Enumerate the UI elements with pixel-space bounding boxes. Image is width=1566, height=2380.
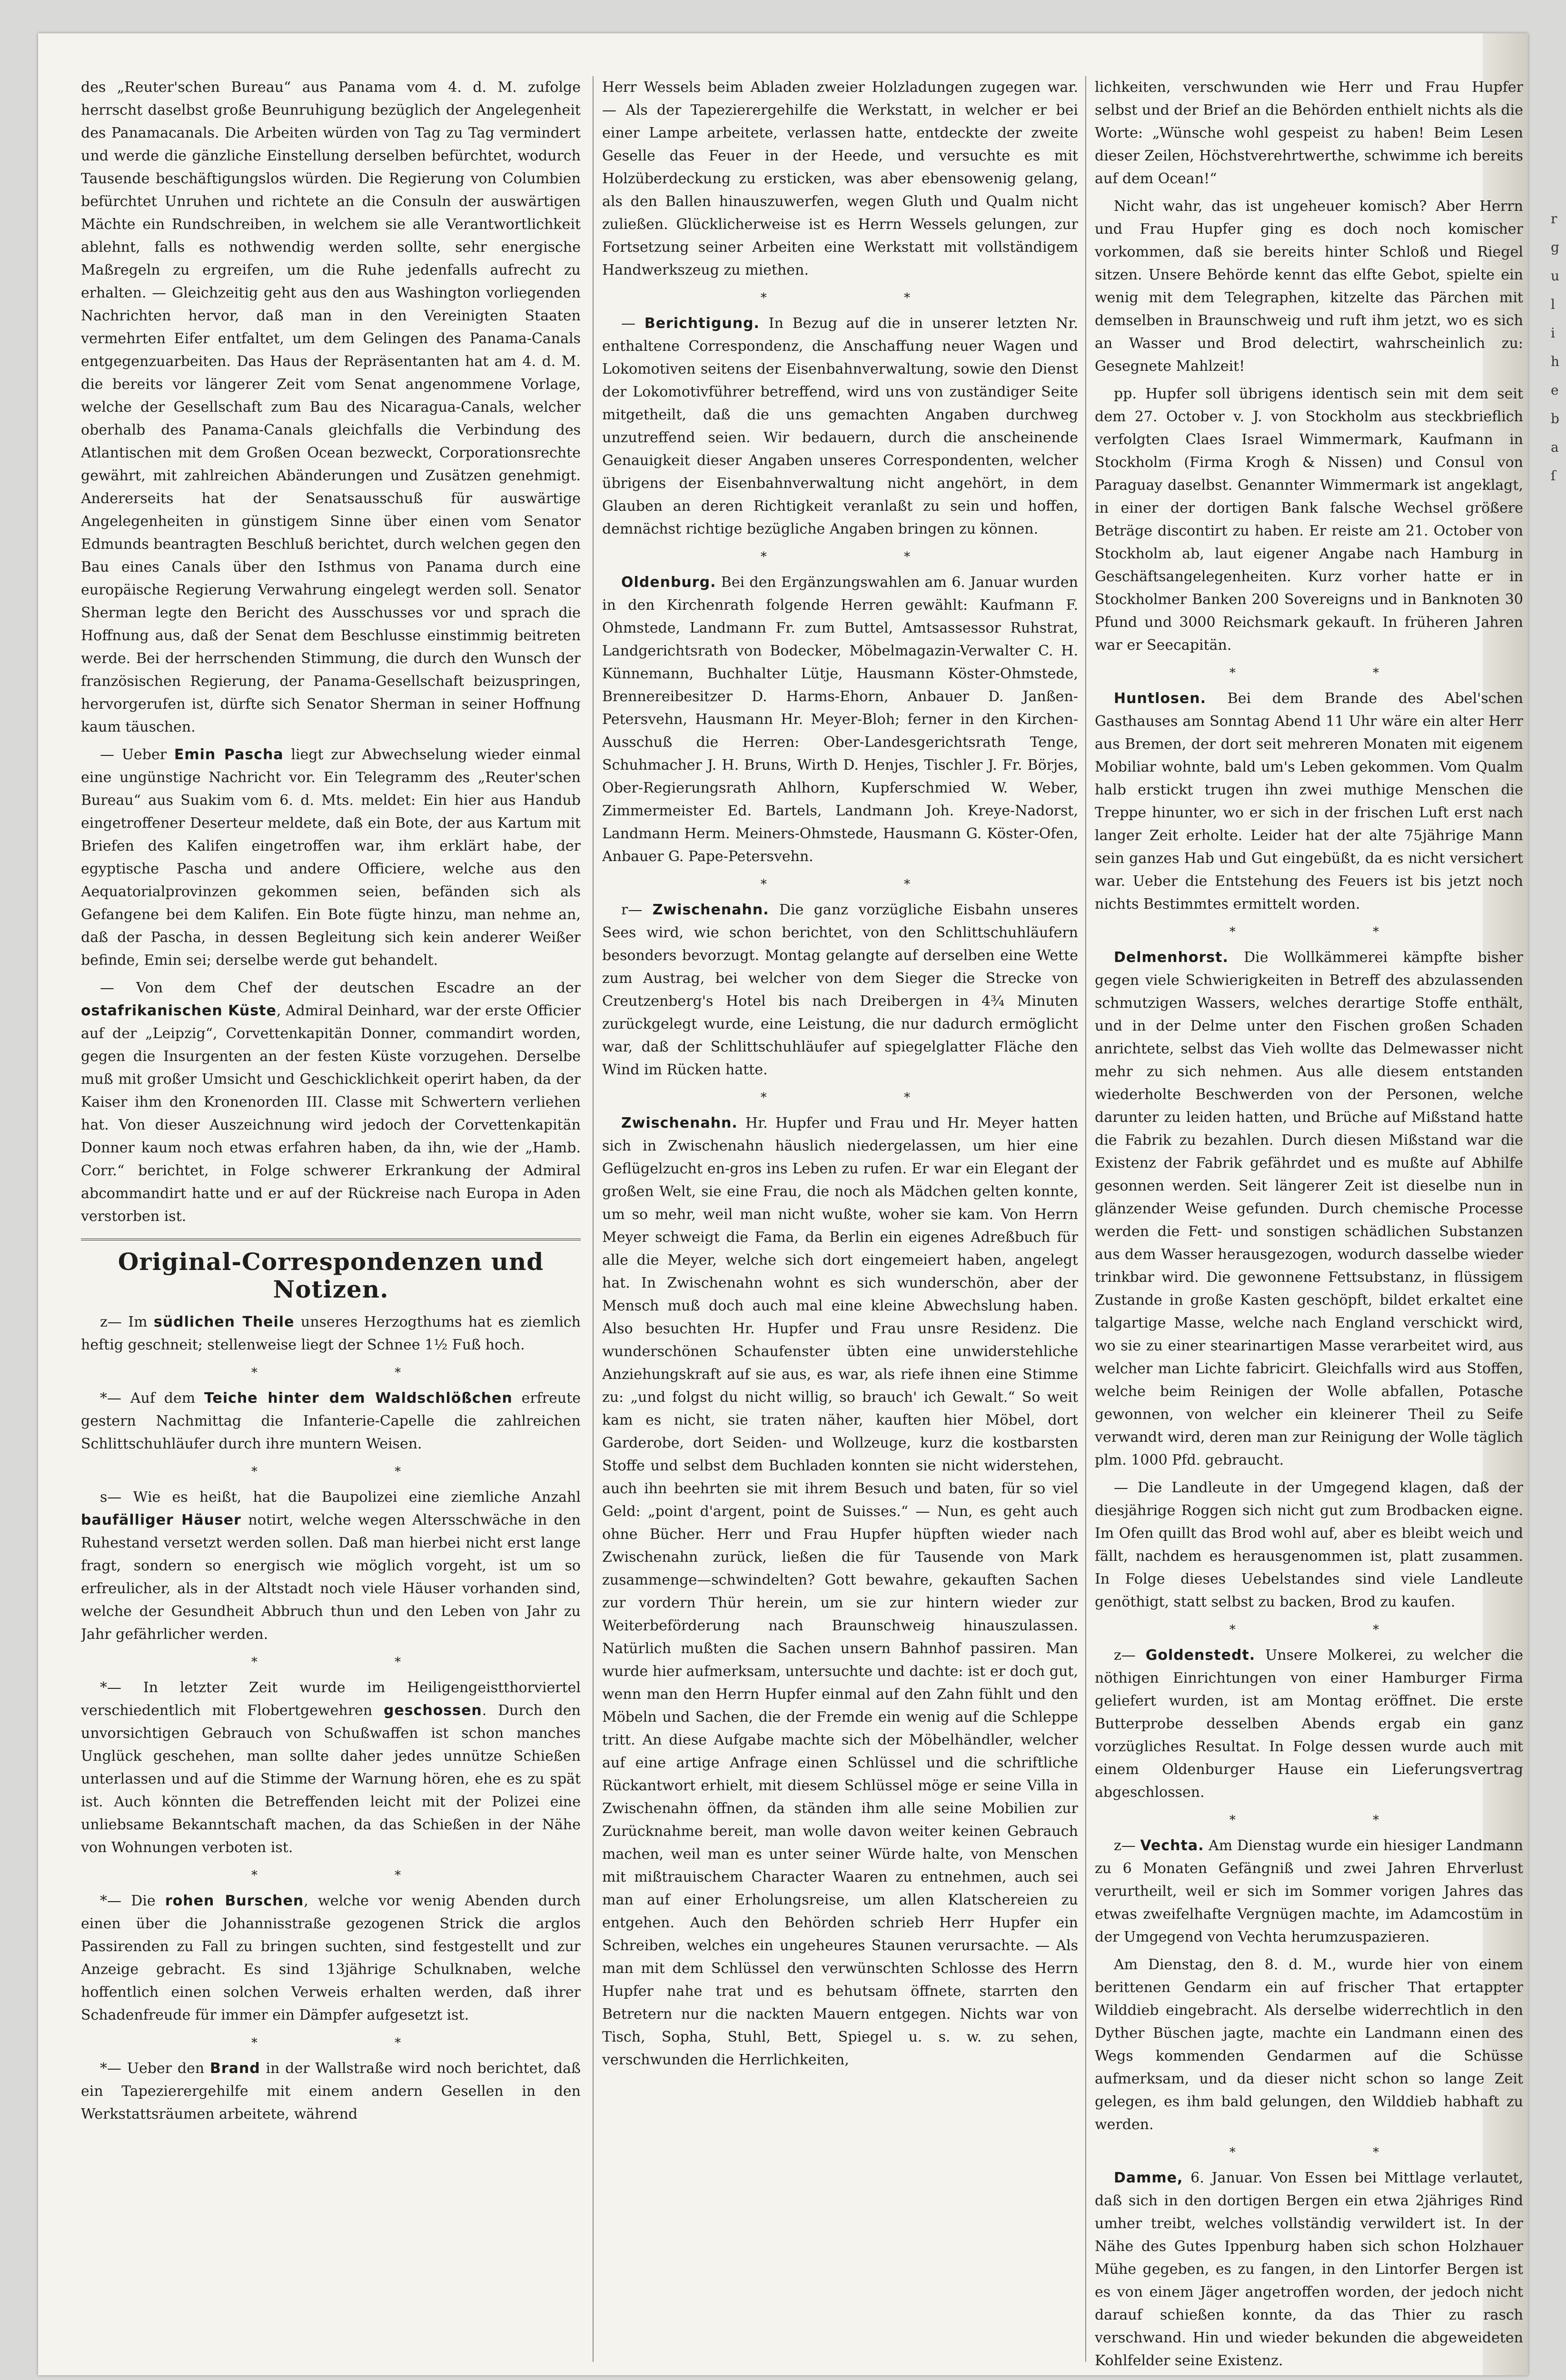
article-body: liegt zur Abwechselung wieder einmal eine ungünstige Nachricht vor. Ein Telegramm des „Reuter'schen Bureau“ aus Suakim vom 6. d. Mts. meldet: Ein hier aus Handub eingetroffener Deserteur meldete, daß ein Bote, der aus Kartum mit Briefen des Kalifen eingetroffen war, ihm erklärt habe, der egyptische Pascha und andere Officiere, welche aus den Aequatorialprovinzen gekommen seien, befänden sich als Gefangene bei dem Kalifen. Ein Bote fügte hinzu, man nehme an, daß der Pascha, in dessen Begleitung sich kein anderer Weißer befinde, Emin sei; derselbe werde gut behandelt. (81, 746, 581, 969)
article-keyword: südlichen Theile (153, 1314, 295, 1330)
section-title: Original-Correspondenzen und Notizen. (81, 1239, 581, 1303)
article-keyword: Oldenburg. (621, 574, 716, 591)
margin-glyph: ſ (1551, 468, 1556, 484)
article-lead: *— Auf dem (100, 1390, 205, 1407)
article-hupfer-komisch: Nicht wahr, das ist ungeheuer komisch? Aber Herrn und Frau Hupfer ging es doch noch komischer vorkommen, daß sie bereits hinter Schloß und Riegel sitzen. Unsere Behörde kennt das elfte Gebot, spielte ein wenig mit dem Telegraphen, kitzelte das Pärchen mit demselben in Braunschweig und ruft ihm jetzt, wo es sich an Wasser und Brod delectirt, wahrscheinlich zu: Gesegnete Mahlzeit! (1095, 198, 1523, 375)
article-keyword: baufälliger Häuser (81, 1512, 241, 1528)
margin-glyph: l (1551, 297, 1555, 312)
article-lead: — (621, 315, 644, 332)
article-keyword: Emin Pascha (174, 746, 284, 763)
article-body: in der Wallstraße wird noch berichtet, daß ein Tapezierergehilfe mit einem andern Gesellen in den Werkstattsräumen arbeitete, während (81, 2060, 581, 2122)
article-lead: — Von dem Chef der deutschen Escadre an der (100, 980, 581, 996)
article-lead: z— Im (100, 1314, 154, 1330)
separator-stars: * * (251, 1465, 468, 1479)
article-vechta (1095, 1835, 1523, 1949)
article-body: In Bezug auf die in unserer letzten Nr. enthaltene Correspondenz, die Anschaffung neuer Wagen und Lokomotiven seitens der Eisenbahnverwaltung, sowie den Dienst der Lokomotivführer betreffend, wird uns von zuständiger Seite mitgetheilt, daß die uns gemachten Angaben durchweg unzutreffend seien. Wir bedauern, durch die anscheinende Genauigkeit dieser Angaben unseres Correspondenten, welcher übrigens der Eisenbahnverwaltung nicht angehört, in dem Glauben an deren Richtigkeit veranlaßt zu sein und hoffen, demnächst richtige bezügliche Angaben bringen zu können. (602, 315, 1078, 537)
article-keyword: Delmenhorst. (1114, 949, 1229, 966)
article-wilddieb: Am Dienstag, den 8. d. M., wurde hier von einem berittenen Gendarm ein auf frischer That ertappter Wilddieb eingebracht. Als derselbe widerrechtlich in den Dyther Büschen jagte, machte ein Landmann einen des Wegs kommenden Gendarmen auf die Schüsse aufmerksam, und da dieser nicht schon so lange Zeit gelegen, es ihm bald gelungen, den Wilddieb habhaft zu werden. (1095, 1956, 1523, 2133)
article-keyword: Damme, (1114, 2170, 1183, 2186)
article-goldenstedt (1095, 1644, 1523, 1804)
article-keyword: Huntlosen. (1114, 690, 1207, 707)
notice-schnee (81, 1311, 581, 1357)
notice-brand (81, 2057, 581, 2126)
separator-stars: * * (251, 1366, 468, 1380)
article-keyword: Zwischenahn. (621, 1115, 738, 1131)
article-lead: *— Ueber den (100, 2060, 210, 2077)
column-3 (1095, 76, 1523, 2371)
margin-glyph: g (1551, 239, 1559, 255)
column-rule-1 (593, 76, 594, 2362)
article-keyword: Berichtigung. (644, 315, 760, 332)
article-zwischenahn-1 (602, 899, 1078, 1081)
article-body: Die ganz vorzügliche Eisbahn unseres Sees wird, wie schon berichtet, von den Schlittschuhläufern besonders bevorzugt. Montag gelangte auf derselben eine Wette zum Austrag, bei welcher von dem Sieger die Strecke von Creutzenberg's Hotel bis nach Dreibergen in 4¾ Minuten zurückgelegt wurde, eine Leistung, die nur dadurch ermöglicht war, daß der Schlittschuhläufer auf spiegelglatter Fläche den Wind im Rücken hatte. (602, 902, 1078, 1078)
margin-glyph: r (1551, 211, 1557, 227)
notice-geschossen (81, 1676, 581, 1859)
separator-stars: * * (1229, 666, 1446, 680)
separator-stars: * * (760, 291, 977, 305)
article-body: Unsere Molkerei, zu welcher die nöthigen Einrichtungen von einer Hamburger Firma geliefert wurden, ist am Montag eröffnet. Die erste Butterprobe desselben Abends ergab ein ganz vorzügliches Resultat. In Folge dessen wurde auch mit einem Oldenburger Hause ein Lieferungsvertrag abgeschlossen. (1095, 1647, 1523, 1801)
notice-teiche (81, 1387, 581, 1456)
separator-stars: * * (1229, 925, 1446, 939)
article-body: . Durch den unvorsichtigen Gebrauch von Schußwaffen ist schon manches Unglück geschehen, man sollte daher jedes unnütze Schießen unterlassen und auf die Stimme der Warnung hören, ehe es zu spät ist. Auch könnten die Betreffenden leicht mit der Polizei eine unliebsame Bekanntschaft machen, da das Schießen in der Nähe von Wohnungen verboten ist. (81, 1702, 581, 1856)
separator-stars: * * (1229, 1623, 1446, 1637)
margin-glyph: b (1551, 411, 1559, 426)
margin-glyph: u (1551, 268, 1560, 284)
article-body: unseres Herzogthums hat es ziemlich heftig geschneit; stellenweise liegt der Schnee 1½ Fuß hoch. (81, 1314, 581, 1353)
article-keyword: ostafrikanischen Küste (81, 1002, 277, 1019)
article-damme (1095, 2167, 1523, 2371)
article-keyword: Goldenstedt. (1145, 1647, 1256, 1664)
article-hupfer-cont: lichkeiten, verschwunden wie Herr und Frau Hupfer selbst und der Brief an die Behörden enthielt nichts als die Worte: „Wünsche wohl gespeist zu haben! Beim Lesen dieser Zeilen, Höchstverehrtwerthe, schwimme ich bereits auf dem Ocean!“ (1095, 79, 1523, 187)
article-keyword: geschossen (383, 1702, 482, 1719)
separator-stars: * * (760, 877, 977, 892)
article-body: , welche vor wenig Abenden durch einen über die Johannisstraße gezogenen Strick die arglos Passirenden zu Fall zu bringen suchten, sind festgestellt und zur Anzeige gebracht. Es sind 13jährige Schulknaben, welche hoffentlich einen solchen Verweis erhalten werden, daß ihrer Schadenfreude für immer ein Dämpfer aufgesetzt ist. (81, 1893, 581, 2023)
article-keyword: Zwischenahn. (652, 902, 769, 918)
separator-stars: * * (251, 1868, 468, 1883)
article-body: Bei den Ergänzungswahlen am 6. Januar wurden in den Kirchenrath folgende Herren gewählt: Kaufmann F. Ohmstede, Landmann Fr. zum Buttel, Amtsassessor Ruhstrat, Landgerichtsrath von Bodecker, Möbelmagazin-Verwalter C. H. Künnemann, Buchhalter Lütje, Hausmann Köster-Ohmstede, Brennereibesitzer D. Harms-Ehorn, Anbauer D. Janßen-Petersvehn, Hausmann Hr. Meyer-Bloh; ferner in den Kirchen-Ausschuß die Herren: Ober-Landesgerichtsrath Tenge, Schuhmacher J. H. Bruns, Wirth D. Henjes, Tischler J. Fr. Börjes, Ober-Regierungsrath Ahlhorn, Kupferschmied W. Weber, Zimmermeister Ed. Bartels, Landmann Joh. Kreye-Nadorst, Landmann Herm. Meiners-Ohmstede, Hausmann G. Köster-Ofen, Anbauer G. Pape-Petersvehn. (602, 574, 1078, 865)
column-1 (81, 76, 581, 2371)
column-rule-2 (1085, 76, 1086, 2362)
article-body: Hr. Hupfer und Frau und Hr. Meyer hatten sich in Zwischenahn häuslich niedergelassen, um hier eine Geflügelzucht en-gros ins Leben zu rufen. Er war ein Elegant der großen Welt, sie eine Frau, die noch als Mädchen gelten konnte, um so mehr, weil man nicht wußte, woher sie kam. Von Herrn Meyer schweigt die Fama, da Berlin ein eigenes Adreßbuch für alle die Meyer, welche sich dort eingemeiert haben, angelegt hat. In Zwischenahn wohnt es sich wunderschön, aber der Mensch muß doch auch mal eine kleine Abwechslung haben. Also besuchten Hr. Hupfer und Frau unsre Residenz. Die wunderschönen Schaufenster übten eine unwiderstehliche Anziehungskraft auf sie aus, es war, als riefe ihnen eine Stimme zu: „und folgst du nicht willig, so brauch' ich Gewalt.“ So weit kam es nicht, sie traten näher, kauften hier Möbel, dort Garderobe, dort Seiden- und Wollzeuge, kurz die kostbarsten Stoffe und selbst dem Buchladen konnten sie nicht widerstehen, auch ihn beehrten sie mit ihrem Besuch und baten, für so viel Geld: „point d'argent, point de Suisses.“ — Nun, es geht auch ohne Bücher. Herr und Frau Hupfer hüpften wieder nach Zwischenahn zurück, ließen die für Tausende von Mark zusammenge—schwindelten? Gott bewahre, gekauften Sachen zur vordern Thür herein, um sie zur hintern wieder zur Weiterbeförderung nach Braunschweig hinauszulassen. Natürlich mußten die Sachen unsern Bahnhof passiren. Man wurde hier aufmerksam, untersuchte und dachte: ist er doch gut, wenn man den Herrn Hupfer einmal auf den Zahn fühlt und den Möbeln und Sachen, die der Fremde ein wenig auf die Schleppe tritt. An diese Aufgabe machte sich der Möbelhändler, welcher auf eine artige Anfrage einen Schlüssel und die schriftliche Rückantwort erhielt, mit diesem Schlüssel möge er seine Villa in Zwischenahn öffnen, da ständen ihm alle seine Mobilien zur Zurücknahme bereit, man wolle davon weiter keinen Gebrauch machen, weil man es unter seiner Würde halte, von Menschen mit mißtrauischem Character Waaren zu entnehmen, auch sei man auf einer Erholungsreise, um allen Klatschereien zu entgehen. Auch den Behörden schrieb Herr Hupfer ein Schreiben, welches ein ungeheures Staunen verursachte. — Als man mit dem Schlüssel den verwünschten Schlosse des Herrn Hupfer nahe trat und es behutsam öffnete, starrten den Betretern nur die nackten Mauern entgegen. Nichts war von Tisch, Sopha, Stuhl, Bett, Spiegel u. s. w. zu sehen, verschwunden die Herrlichkeiten, (602, 1115, 1078, 2068)
article-body: notirt, welche wegen Altersschwäche in den Ruhestand versetzt werden sollen. Daß man hierbei nicht erst lange fragt, sondern so energisch wie möglich vorgeht, ist um so erfreulicher, als in der Altstadt noch viele Häuser vorhanden sind, welche der Gesundheit Abbruch thun und den Leben von Jahr zu Jahr gefährlicher werden. (81, 1512, 581, 1643)
article-hupfer-identity: pp. Hupfer soll übrigens identisch sein mit dem seit dem 27. October v. J. von Stockholm aus steckbrieflich verfolgten Claes Israel Wimmermark, Kaufmann in Stockholm (Firma Krogh & Nissen) und Consul von Paraguay daselbst. Genannter Wimmermark ist angeklagt, in einer der dortigen Bank falsche Wechsel größere Beträge discontirt zu haben. Er reiste am 21. October von Stockholm ab, laut eigener Angabe nach Hamburg in Geschäftsangelegenheiten. Kurz vorher hatte er in Stockholmer Banken 200 Sovereigns und in Banknoten 30 Pfund und 3000 Reichsmark gekauft. In früheren Jahren war er Seecapitän. (1095, 386, 1523, 654)
margin-glyph: e (1551, 382, 1559, 398)
separator-stars: * * (760, 550, 977, 564)
article-lead: *— Die (100, 1893, 165, 1909)
margin-glyph: i (1551, 325, 1555, 341)
article-zwischenahn-2 (602, 1112, 1078, 2072)
article-lead: s— Wie es heißt, hat die Baupolizei eine ziemliche Anzahl (100, 1489, 581, 1506)
adjacent-page-margin (1551, 205, 1566, 490)
article-lead: r— (621, 902, 653, 918)
article-panama: des „Reuter'schen Bureau“ aus Panama vom 4. d. M. zufolge herrscht daselbst große Beunruhigung bezüglich der Angelegenheit des Panamacanals. Die Arbeiten würden von Tag zu Tag vermindert und werde die gänzliche Einstellung derselben befürchtet, wodurch Tausende beschäftigungslos würden. Die Regierung von Columbien befürchtet Unruhen und richtete an die Consuln der auswärtigen Mächte ein Rundschreiben, in welchem sie alle Verantwortlichkeit ablehnt, falls es nothwendig werden sollte, sehr energische Maßregeln zu ergreifen, um die Ruhe jedenfalls aufrecht zu erhalten. — Gleichzeitig geht aus den aus Washington vorliegenden Nachrichten hervor, daß man in den Vereinigten Staaten vermehrten Eifer entfaltet, um dem Gelingen des Panama-Canals entgegenzuarbeiten. Das Haus der Repräsentanten hat am 4. d. M. die bereits vor längerer Zeit vom Senat angenommene Vorlage, welche der Gesellschaft zum Bau des Nicaragua-Canals, welcher oberhalb des Panama-Canals gleichfalls die Verbindung des Atlantischen mit dem Großen Ocean bezweckt, Corporationsrechte gewährt, mit zahlreichen Abänderungen und Zusätzen genehmigt. Andererseits hat der Senatsausschuß für auswärtige Angelegenheiten in günstigem Sinne über einen vom Senator Edmunds beantragten Beschluß berichtet, durch welchen gegen den Bau eines Canals über den Isthmus von Panama durch eine europäische Regierung Verwahrung eingelegt werden soll. Senator Sherman legte den Bericht des Ausschusses vor und sprach die Hoffnung aus, daß der Senat dem Beschlusse einstimmig beitreten werde. Bei der herrschenden Stimmung, die durch den Wunsch der französischen Regierung, der Panama-Gesellschaft beizuspringen, hervorgerufen ist, dürfte sich Senator Sherman in seiner Hoffnung kaum täuschen. (81, 79, 581, 735)
article-body: Die Wollkämmerei kämpfte bisher gegen viele Schwierigkeiten in Betreff des abzulassenden schmutzigen Wassers, welches derartige Stoffe enthält, und in der Delme unter den Fischen großen Schaden anrichtete, selbst das Vieh wollte das Delmewasser nicht mehr zu sich nehmen. Aus alle diesem entstanden wiederholte Beschwerden von der Personen, welche darunter zu leiden hatten, und Brüche auf Mißstand hatte die Fabrik zu bezahlen. Durch diesen Mißstand war die Existenz der Fabrik gefährdet und es mußte auf Abhilfe gesonnen werden. Seit längerer Zeit ist dieselbe nun in glänzender Weise gefunden. Durch chemische Processe werden die Fett- und sonstigen schädlichen Substanzen aus dem Wasser herausgezogen, wodurch dasselbe wieder trinkbar wird. Die gewonnene Fettsubstanz, in flüssigem Zustande in große Kasten geschöpft, bildet erkaltet eine talgartige Masse, welche nach England verschickt wird, wo sie zu einer stearinartigen Masse verarbeitet wird, aus welcher man Lichte fabricirt. Gleichfalls wird aus Stoffen, welche beim Reinigen der Wolle abfallen, Potasche gewonnen, von welcher ein kleinerer Theil zu Seife verwandt wird, deren man zur Reinigung der Wolle täglich plm. 1000 Pfd. gebraucht. (1095, 949, 1523, 1468)
article-huntlosen (1095, 687, 1523, 916)
article-lead: — Ueber (100, 746, 174, 763)
article-keyword: rohen Burschen (165, 1893, 304, 1909)
article-delmenhorst (1095, 946, 1523, 1472)
article-emin-pascha (81, 744, 581, 972)
separator-stars: * * (1229, 2145, 1446, 2160)
article-keyword: Brand (209, 2060, 260, 2077)
separator-stars: * * (760, 1091, 977, 1105)
article-lead: z— (1114, 1647, 1146, 1664)
article-lead: z— (1114, 1837, 1140, 1854)
article-roggen: — Die Landleute in der Umgegend klagen, daß der diesjährige Roggen sich nicht gut zum Brodbacken eigne. Im Ofen quillt das Brod wohl auf, aber es bleibt weich und fällt, nachdem es herausgenommen ist, platt zusammen. In Folge dieses Uebelstandes sind viele Landleute genöthigt, statt selbst zu backen, Brod zu kaufen. (1095, 1479, 1523, 1610)
article-keyword: Teiche hinter dem Waldschlößchen (204, 1390, 513, 1407)
article-lead: *— In letzter Zeit wurde im Heiligengeistthorviertel verschiedentlich mit Flobertgewehren (81, 1679, 581, 1719)
article-keyword: Vechta. (1140, 1837, 1204, 1854)
notice-burschen (81, 1890, 581, 2027)
article-oldenburg (602, 571, 1078, 868)
article-body: erfreute gestern Nachmittag die Infanterie-Capelle die zahlreichen Schlittschuhläufer durch ihre muntern Weisen. (81, 1390, 581, 1452)
notice-haeuser (81, 1486, 581, 1646)
article-body: Bei dem Brande des Abel'schen Gasthauses am Sonntag Abend 11 Uhr wäre ein alter Herr aus Bremen, der dort seit mehreren Monaten mit eigenem Mobiliar wohnte, bald um's Leben gekommen. Vom Qualm halb erstickt trugen ihn zwei muthige Menschen die Treppe hinunter, wo er sich in der frischen Luft erst nach langer Zeit erholte. Leider hat der alte 75jährige Mann sein ganzes Hab und Gut eingebüßt, da es nicht versichert war. Ueber die Entstehung des Feuers ist bis jetzt noch nichts Bestimmtes ermittelt worden. (1095, 690, 1523, 912)
article-body: , Admiral Deinhard, war der erste Officier auf der „Leipzig“, Corvettenkapitän Donner, commandirt worden, gegen die Insurgenten an der festen Küste vorzugehen. Derselbe muß mit großer Umsicht und Geschicklichkeit operirt haben, da der Kaiser ihm den Kronenorden III. Classe mit Schwertern verliehen hat. Von dieser Auszeichnung wird jedoch der Corvettenkapitän Donner kaum noch etwas erfahren haben, da ihn, wie der „Hamb. Corr.“ berichtet, in Folge schwerer Erkrankung der Admiral abcommandirt hatte und er auf der Rückreise nach Europa in Aden verstorben ist. (81, 1002, 581, 1225)
separator-stars: * * (251, 1655, 468, 1669)
margin-glyph: a (1551, 439, 1559, 455)
article-brand-cont: Herr Wessels beim Abladen zweier Holzladungen zugegen war. — Als der Tapezierergehilfe die Werkstatt, in welcher er bei einer Lampe arbeitete, verlassen hatte, entdeckte der zweite Geselle das Feuer in der Heede, und versuchte es mit Holzüberdeckung zu ersticken, was aber ebensowenig gelang, als den Ballen hinauszuwerfen, wegen Gluth und Qualm nicht zuließen. Glücklicherweise ist es Herrn Wessels gelungen, zur Fortsetzung seiner Arbeiten eine Werkstatt mit vollständigem Handwerkszeug zu miethen. (602, 79, 1078, 278)
article-body: 6. Januar. Von Essen bei Mittlage verlautet, daß sich in den dortigen Bergen ein etwa 2jähriges Rind umher treibt, welches vollständig verwildert ist. In der Nähe des Gutes Ippenburg haben sich schon Holzhauer Mühe gegeben, es zu fangen, in den Lintorfer Bergen ist es von einem Jäger angetroffen worden, der jedoch nicht darauf schießen konnte, da das Thier zu rasch verschwand. Hin und wieder bekunden die abgeweideten Kohlfelder seine Existenz. (1095, 2170, 1523, 2369)
article-ostafrika (81, 977, 581, 1228)
article-body: Am Dienstag wurde ein hiesiger Landmann zu 6 Monaten Gefängniß und zwei Jahren Ehrverlust verurtheilt, weil er sich im Sommer vorigen Jahres das etwas zweifelhafte Vergnügen machte, im Adamcostüm in der Umgegend von Vechta herumzuspazieren. (1095, 1837, 1523, 1945)
separator-stars: * * (251, 2036, 468, 2050)
margin-glyph: h (1551, 354, 1560, 369)
separator-stars: * * (1229, 1813, 1446, 1827)
article-berichtigung (602, 312, 1078, 541)
column-2 (602, 76, 1078, 2371)
